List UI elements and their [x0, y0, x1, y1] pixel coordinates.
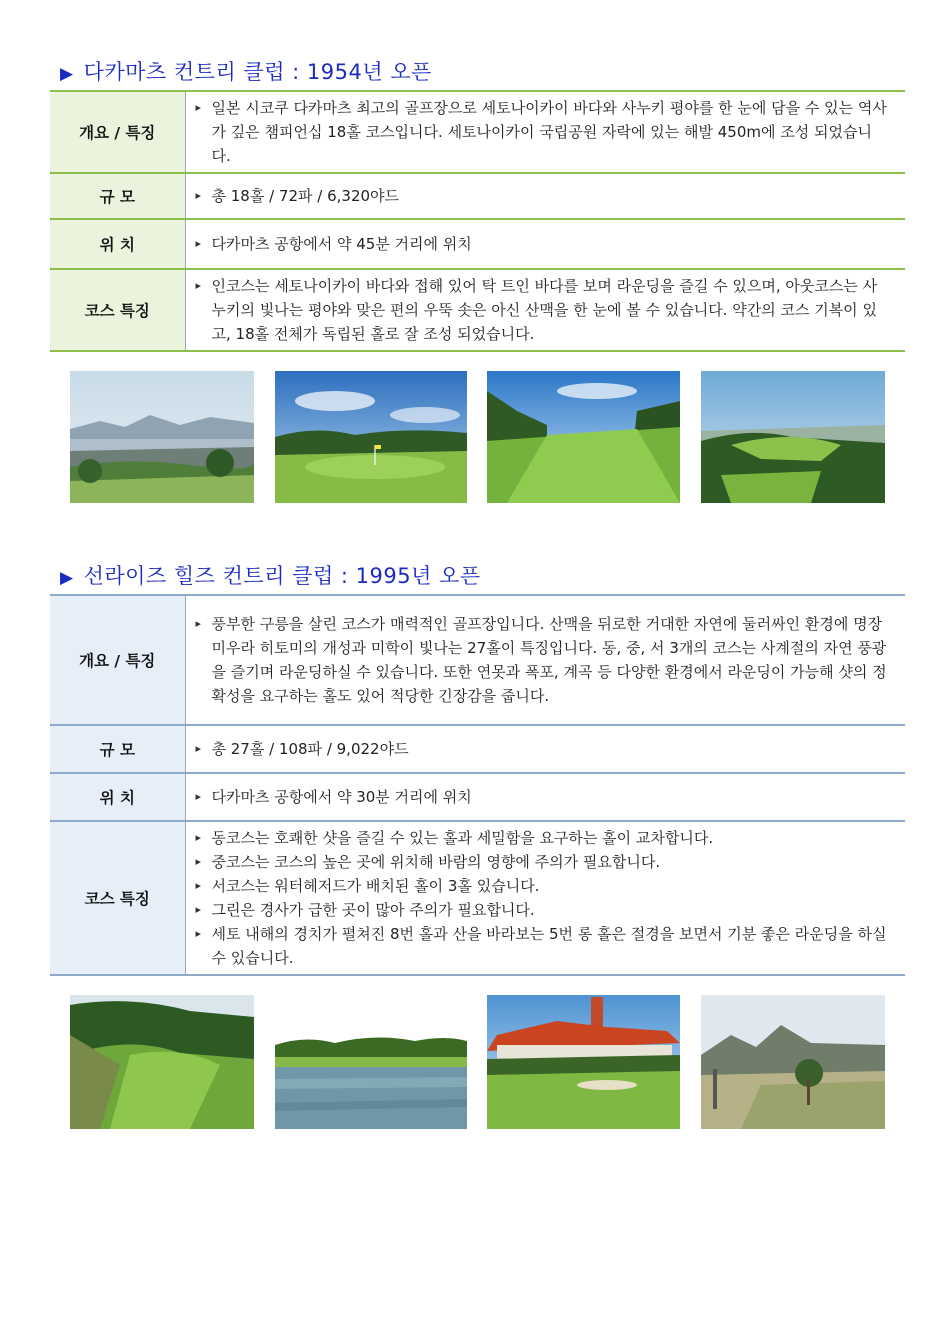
table-row [50, 821, 905, 975]
info-table-takamatsu [50, 90, 905, 352]
table-row [50, 219, 905, 269]
triangle-right-icon: ▶ [60, 64, 74, 84]
list-item: ▸ 풍부한 구릉을 살린 코스가 매력적인 골프장입니다. 산맥을 뒤로한 거대한 자연에 둘러싸인 환경에 명장 미우라 히토미의 개성과 미학이 빛나는 27홀이 특징입니다. 동, 중, 서 3개의 코스는 사계절의 자연 풍광을 즐기며 라운딩하실 수 있습니다. 또한 연못과 폭포, 계곡 등 다양한 환경에서 라운딩이 가능해 샷의 정확성을 요구하는 홀도 있어 적당한 긴장감을 줍니다. [194, 612, 892, 708]
row-label: 개요 / 특징 [50, 91, 185, 173]
list-item: ▸ 다카마츠 공항에서 약 45분 거리에 위치 [194, 232, 892, 256]
table-row [50, 725, 905, 773]
table-row [50, 173, 905, 219]
table-row [50, 595, 905, 725]
list-item: ▸ 동코스는 호쾌한 샷을 즐길 수 있는 홀과 세밀함을 요구하는 홀이 교차합니다. [194, 826, 892, 850]
list-item: ▸ 일본 시코쿠 다카마츠 최고의 골프장으로 세토나이카이 바다와 사누키 평야를 한 눈에 담을 수 있는 역사가 깊은 챔피언십 18홀 코스입니다. 세토나이카이 국립공원 자락에 있는 해발 450m에 조성 되었습니다. [194, 96, 892, 168]
list-item: ▸ 인코스는 세토나이카이 바다와 접해 있어 탁 트인 바다를 보며 라운딩을 즐길 수 있으며, 아웃코스는 사누키의 빛나는 평야와 맞은 편의 우뚝 솟은 아신 산맥을 한 눈에 볼 수 있습니다. 약간의 코스 기복이 있고, 18홀 전체가 독립된 홀로 잘 조성 되었습니다. [194, 274, 892, 346]
triangle-right-icon: ▶ [60, 568, 74, 588]
section-title-takamatsu: ▶ 다카마츠 컨트리 클럽 : 1954년 오픈 [60, 60, 432, 84]
photo-clubhouse [487, 995, 680, 1129]
photo-fairway [487, 371, 680, 503]
list-item: ▸ 서코스는 워터헤저드가 배치된 홀이 3홀 있습니다. [194, 874, 892, 898]
row-label: 규 모 [50, 173, 185, 219]
photo-green-flag [275, 371, 467, 503]
table-row [50, 269, 905, 351]
row-label: 코스 특징 [50, 821, 185, 975]
photo-hillside-course [701, 371, 885, 503]
list-item: ▸ 총 27홀 / 108파 / 9,022야드 [194, 737, 892, 761]
table-row [50, 773, 905, 821]
list-item: ▸ 총 18홀 / 72파 / 6,320야드 [194, 184, 892, 208]
table-row [50, 91, 905, 173]
list-item: ▸ 그린은 경사가 급한 곳이 많아 주의가 필요합니다. [194, 898, 892, 922]
row-label: 위 치 [50, 773, 185, 821]
section-title-sunrise-hills: ▶ 선라이즈 힐즈 컨트리 클럽 : 1995년 오픈 [60, 564, 481, 588]
row-label: 규 모 [50, 725, 185, 773]
row-label: 위 치 [50, 219, 185, 269]
photo-valley-fairway [70, 995, 254, 1129]
row-label: 개요 / 특징 [50, 595, 185, 725]
photo-seaside-view [70, 371, 254, 503]
row-label: 코스 특징 [50, 269, 185, 351]
photo-water-hazard [275, 995, 467, 1129]
list-item: ▸ 중코스는 코스의 높은 곳에 위치해 바람의 영향에 주의가 필요합니다. [194, 850, 892, 874]
photo-mountain-view [701, 995, 885, 1129]
list-item: ▸ 다카마츠 공항에서 약 30분 거리에 위치 [194, 785, 892, 809]
list-item: ▸ 세토 내해의 경치가 펼쳐진 8번 홀과 산을 바라보는 5번 롱 홀은 절경을 보면서 기분 좋은 라운딩을 하실 수 있습니다. [194, 922, 892, 970]
info-table-sunrise-hills [50, 594, 905, 976]
